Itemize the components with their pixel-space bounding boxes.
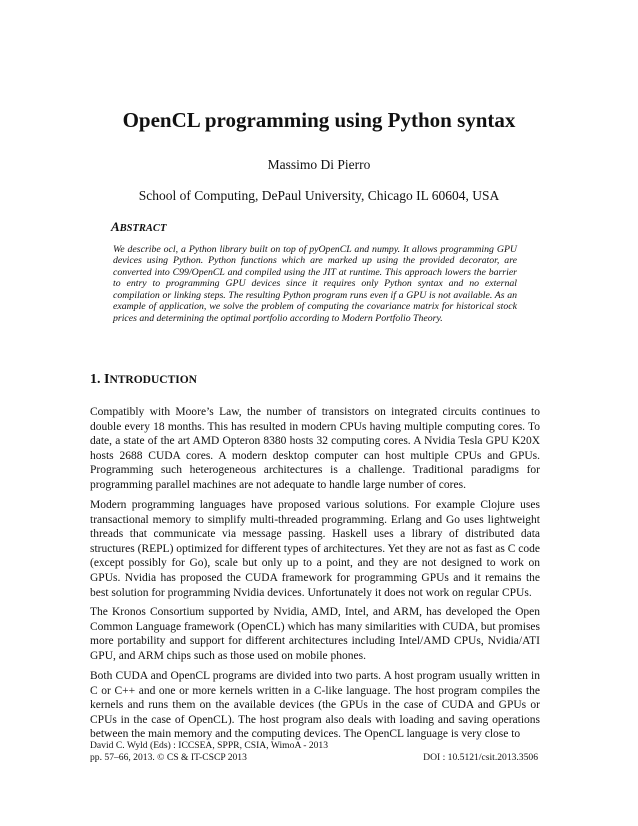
section-number: 1.: [90, 372, 104, 387]
abstract-heading: [111, 219, 166, 235]
paragraph: The Kronos Consortium supported by Nvidia, AMD, Intel, and ARM, has developed the Open Common Language framework (OpenCL) which has many similarities with CUDA, but promises more portability and support for different architectures including Intel/AMD CPUs, Nvidia/ATI GPU, and ARM chips such as those used on mobile phones.: [90, 606, 540, 662]
paper-title: OpenCL programming using Python syntax: [122, 108, 516, 132]
paragraph: Both CUDA and OpenCL programs are divided into two parts. A host program usually written in C or C++ and one or more kernels written in a C-like language. The host program compiles the kernels and runs them on the available devices (the GPUs in the case of CUDA and GPUs or CPUs in the case of OpenCL). The host program also deals with loading and saving operations between the main memory and the computing devices. The OpenCL language is very close to: [90, 670, 540, 741]
paragraph: Modern programming languages have proposed various solutions. For example Clojure uses transactional memory to simplify multi-threaded programming. Erlang and Go uses lightweight threads that communicate via message passing. Haskell uses a library of distributed data structures (REPL) optimized for different types of architectures. Yet they are not as fast as C code (except possibly for Go), scale but only up to a point, and they are not designed to work on GPUs. Nvidia has proposed the CUDA framework for programming GPUs and it remains the best solution for programming Nvidia devices. Unfortunately it does not work on regular CPUs.: [90, 499, 540, 599]
abstract-text: We describe ocl, a Python library built on top of pyOpenCL and numpy. It allows programming GPU devices using Python. Python functions which are marked up using the provided decorator, are converted into C99/OpenCL and compiled using the JIT at runtime. This approach lowers the barrier to entry to programming GPU devices since it requires only Python syntax and no external compilation or linking steps. The resulting Python program runs even if a GPU is not available. As an example of application, we solve the problem of computing the covariance matrix for historical stock prices and determining the optimal portfolio according to Modern Portfolio Theory.: [113, 244, 517, 324]
abstract-heading-initial: A: [111, 219, 120, 234]
section-heading-initial: I: [104, 372, 110, 387]
paragraph: Compatibly with Moore’s Law, the number of transistors on integrated circuits continues to double every 18 months. This has resulted in modern CPUs having multiple computing cores. To date, a state of the art AMD Opteron 8380 hosts 32 computing cores. A Nvidia Tesla GPU K20X hosts 2688 CUDA cores. A modern desktop computer can host multiple CPUs and GPUs. Programming such heterogeneous architectures is a challenge. Traditional paradigms for programming parallel machines are not adequate to handle large number of cores.: [90, 406, 540, 491]
footer-copyright: pp. 57–66, 2013. © CS & IT-CSCP 2013: [90, 752, 247, 763]
abstract-heading-rest: BSTRACT: [119, 223, 167, 234]
author-affiliation: School of Computing, DePaul University, Chicago IL 60604, USA: [138, 188, 500, 203]
footer-pages: [90, 752, 540, 764]
author-name: Massimo Di Pierro: [267, 157, 371, 172]
footer-doi: DOI : 10.5121/csit.2013.3506: [423, 752, 538, 763]
footer-proceedings: David C. Wyld (Eds) : ICCSEA, SPPR, CSIA, WimoA - 2013: [90, 740, 329, 751]
section-heading-rest: NTRODUCTION: [109, 374, 197, 386]
section-heading-introduction: [90, 372, 197, 388]
